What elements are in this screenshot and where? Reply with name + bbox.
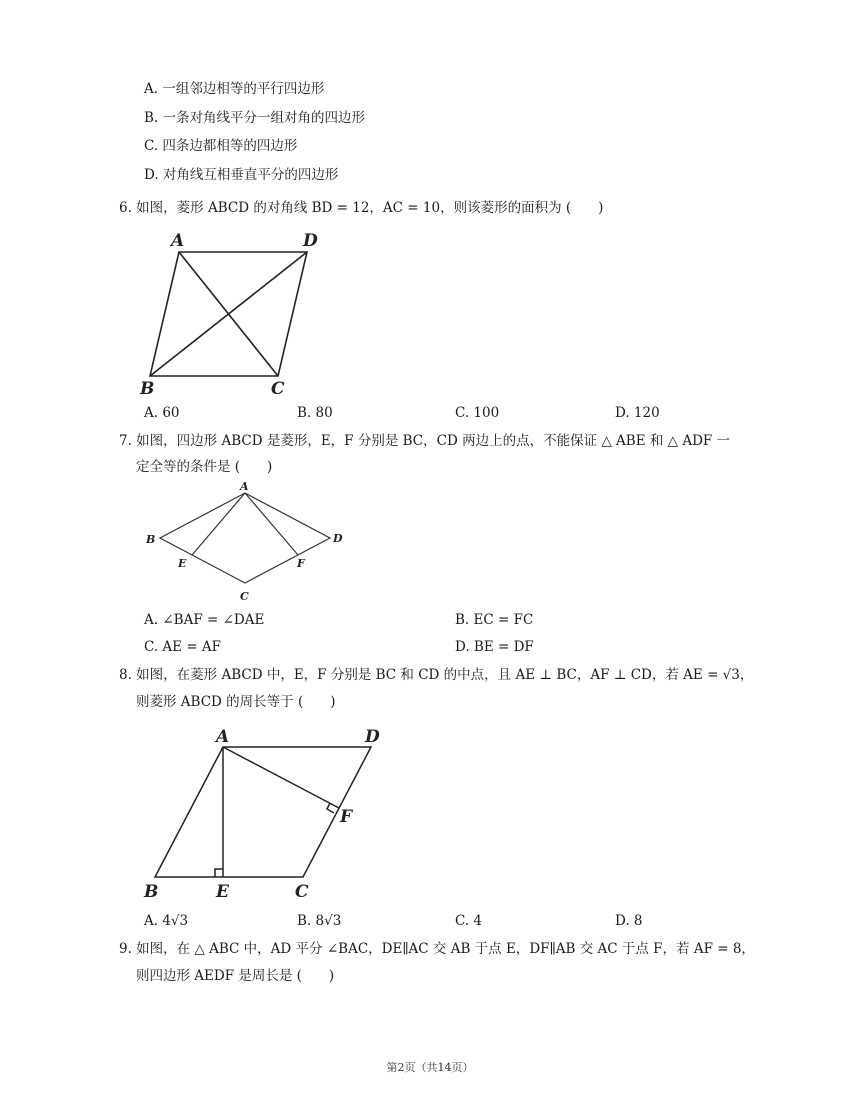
q6-option-c: C. 100 <box>455 405 500 421</box>
q7-label-c: C <box>240 590 249 603</box>
q8-option-c: C. 4 <box>455 913 483 929</box>
q9-stem-line2: 则四边形 AEDF 是周长是 ( ) <box>136 968 335 984</box>
q5-option-b: B. 一条对角线平分一组对角的四边形 <box>144 110 366 126</box>
q7-option-c: C. AE = AF <box>144 639 222 655</box>
q8-option-d: D. 8 <box>615 913 643 929</box>
q7-label-f: F <box>297 557 305 570</box>
q6-label-b: B <box>140 379 155 399</box>
q8-label-d: D <box>365 727 380 747</box>
q6-label-c: C <box>271 379 285 399</box>
q8-rhombus-figure <box>135 722 395 907</box>
q9-stem-line1: 9. 如图，在 △ ABC 中，AD 平分 ∠BAC，DE∥AC 交 AB 于点 E，DF∥AB 交 AC 于点 F，若 AF = 8， <box>119 941 755 957</box>
q6-option-b: B. 80 <box>297 405 333 421</box>
q5-option-a: A. 一组邻边相等的平行四边形 <box>144 81 325 97</box>
q7-option-b: B. EC = FC <box>455 612 534 628</box>
q7-label-e: E <box>178 557 187 570</box>
q8-option-a: A. 4√3 <box>144 913 189 929</box>
q6-rhombus-figure <box>135 224 335 399</box>
q6-option-d: D. 120 <box>615 405 660 421</box>
q7-label-b: B <box>146 533 156 546</box>
q6-stem: 6. 如图，菱形 ABCD 的对角线 BD = 12，AC = 10，则该菱形的面积为 ( ) <box>119 200 604 216</box>
q6-option-a: A. 60 <box>144 405 180 421</box>
q8-stem-line2: 则菱形 ABCD 的周长等于 ( ) <box>136 694 336 710</box>
q6-label-a: A <box>171 231 185 251</box>
q8-option-b: B. 8√3 <box>297 913 342 929</box>
q7-stem-line2: 定全等的条件是 ( ) <box>136 459 273 475</box>
q8-label-b: B <box>144 882 159 902</box>
q8-label-a: A <box>216 727 230 747</box>
q7-rhombus-figure <box>140 478 360 608</box>
q5-option-d: D. 对角线互相垂直平分的四边形 <box>144 167 339 183</box>
q5-option-c: C. 四条边都相等的四边形 <box>144 138 298 154</box>
q8-stem-line1: 8. 如图，在菱形 ABCD 中，E，F 分别是 BC 和 CD 的中点，且 AE ⊥ BC，AF ⊥ CD，若 AE = √3， <box>119 667 754 683</box>
q8-label-e: E <box>216 882 229 902</box>
q7-stem-line1: 7. 如图，四边形 ABCD 是菱形，E，F 分别是 BC，CD 两边上的点，不能保证 △ ABE 和 △ ADF 一 <box>119 433 731 449</box>
page-footer: 第2页（共14页） <box>386 1061 474 1074</box>
q8-label-c: C <box>295 882 309 902</box>
q7-option-a: A. ∠BAF = ∠DAE <box>144 612 265 628</box>
q6-label-d: D <box>303 231 318 251</box>
q7-label-d: D <box>333 532 343 545</box>
q7-option-d: D. BE = DF <box>455 639 534 655</box>
q8-label-f: F <box>340 807 353 827</box>
q7-label-a: A <box>240 480 249 493</box>
